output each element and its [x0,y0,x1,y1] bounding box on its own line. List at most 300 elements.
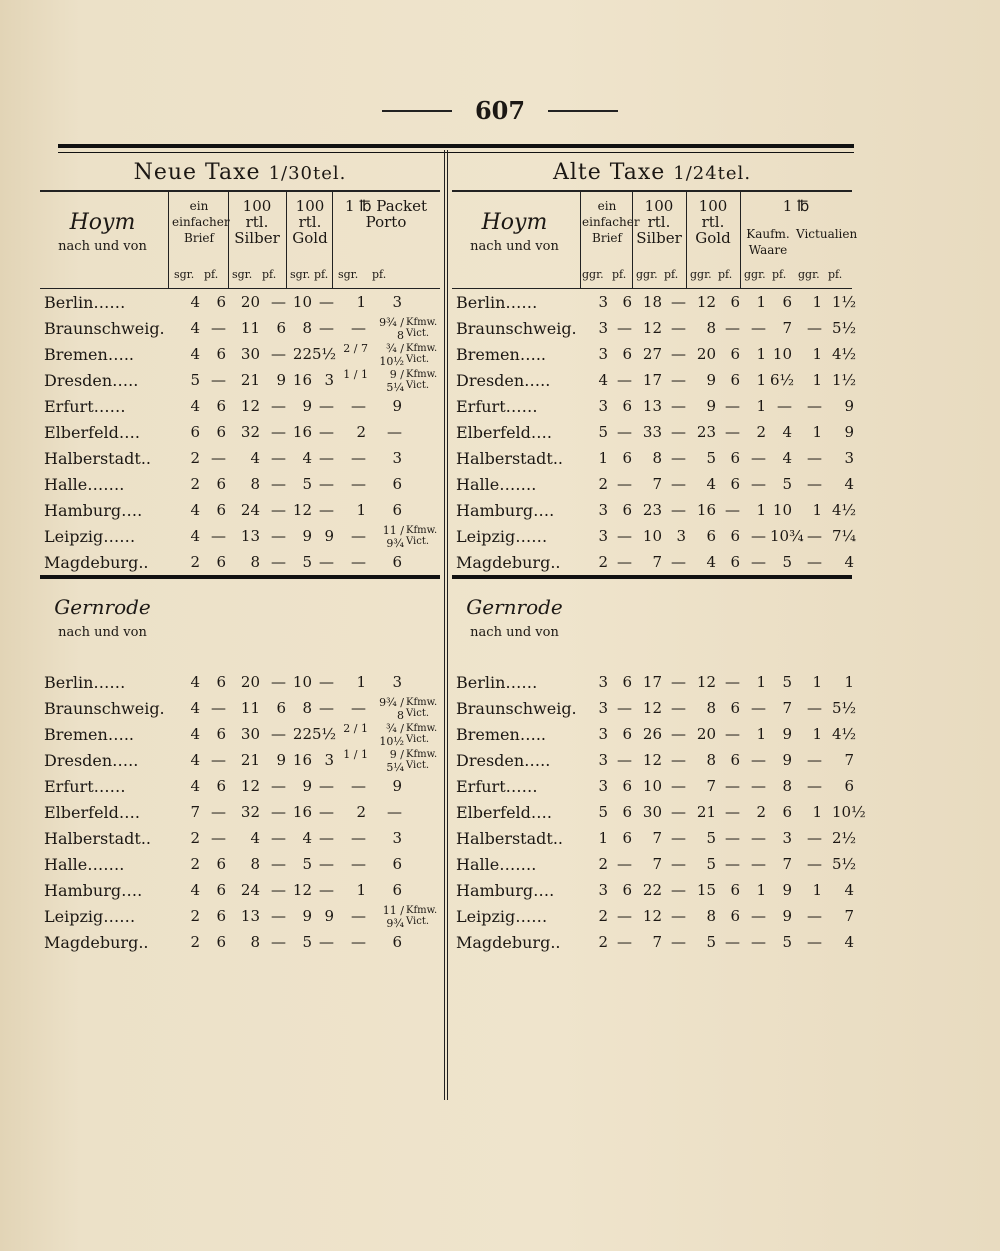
rate-cell: — [671,397,686,415]
rate-cell: 2 [190,829,200,847]
rate-cell: — [319,319,334,337]
rate-cell: 7 [652,475,662,493]
rate-cell: 12 [240,777,260,795]
rate-cell: 6 [392,553,402,571]
unit-pf: pf. [828,268,843,281]
rate-cell: 8 [302,699,312,717]
rate-cell: 6 [216,397,226,415]
rate-cell: 3 [782,829,792,847]
rate-cell: 2 [598,475,608,493]
rate-cell: — [319,293,334,311]
column-rule [228,192,229,288]
rate-cell: 1 [356,881,366,899]
rate-cell: 6 [622,345,632,363]
rate-cell: 3 [392,829,402,847]
city-name: Leipzig…… [456,527,548,546]
table-row [452,825,857,851]
rate-cell: — [351,855,366,873]
table-row [40,773,440,799]
rate-cell: 33 [642,423,662,441]
table-row [40,799,440,825]
rate-cell: 1 [812,371,822,389]
rate-cell: 6 [622,449,632,467]
rate-cell: 4 [844,475,854,493]
rate-cell: 1 [598,829,608,847]
rate-cell: 1 [812,345,822,363]
rate-cell: 2 [598,933,608,951]
rate-cell: 3 [598,881,608,899]
rate-cell: 15 [696,881,716,899]
city-name: Erfurt…… [44,777,126,796]
rate-cell: 6 [216,423,226,441]
rate-cell: — [271,553,286,571]
rate-cell: 4 [844,553,854,571]
rate-cell: 1 [812,501,822,519]
rate-cell: 3 [598,725,608,743]
rate-cell: — [671,933,686,951]
rate-cell: 4½ [832,725,857,743]
rate-cell: 1 [756,673,766,691]
rate-cell: 1 [812,423,822,441]
rate-cell: — [807,475,822,493]
rate-cell: 1 [812,803,822,821]
rate-cell: 6 [622,673,632,691]
neue-taxe-title [40,156,440,190]
alte-taxe-gernrode-rows [452,669,866,955]
rate-cell: — [807,449,822,467]
rate-cell: 1 / 1 [343,368,368,381]
rate-cell: — [751,475,766,493]
rate-cell: — [671,803,686,821]
rate-cell: 1½ [832,293,857,311]
header-silber: 100 rtl. Silber [234,197,280,247]
rate-cell: 23 [696,423,716,441]
place-heading [452,210,577,254]
rate-cell: — [351,475,366,493]
rate-cell: 6 [392,881,402,899]
neue-taxe-title-text: Neue Taxe [133,160,261,185]
place-nach: nach und von [470,239,559,254]
rate-cell: 4 [302,829,312,847]
rate-cell: 8 [652,449,662,467]
header-kaufm: Kaufm. Waare [746,227,790,257]
rate-cell: 1 [598,449,608,467]
rate-cell: 1 [756,371,766,389]
rate-cell: 30 [240,725,260,743]
column-rule [580,192,581,288]
rate-cell: 4 [190,699,200,717]
rate-cell: 13 [240,527,260,545]
rate-cell: 24 [240,501,260,519]
rate-cell: 3 [598,345,608,363]
rate-cell: 20 [240,673,260,691]
alte-taxe-header [452,190,858,289]
table-row [40,549,440,575]
table-row [40,419,440,445]
rate-note: Kfmw. Vict. [406,343,438,365]
rate-cell: — [319,475,334,493]
rate-cell: — [617,553,632,571]
header-gold: 100 rtl. Gold [292,197,328,247]
place-heading [40,595,165,640]
table-row [452,367,857,393]
rate-cell: 27 [642,345,662,363]
rate-cell: 9 [276,371,286,389]
city-name: Berlin…… [456,673,538,692]
rate-cell: — [351,527,366,545]
rate-cell: — [807,751,822,769]
rate-cell: 9 [706,397,716,415]
rate-cell: — [725,319,740,337]
table-row [40,315,440,341]
rate-cell: 12 [292,501,312,519]
rate-cell: 9 [324,907,334,925]
rate-cell: — [671,371,686,389]
rate-cell: — [351,699,366,717]
city-name: Hamburg…. [44,881,143,900]
city-name: Halberstadt.. [44,829,151,848]
rate-cell: 9 [324,527,334,545]
rate-cell: 4 [190,501,200,519]
city-name: Erfurt…… [456,397,538,416]
rate-cell: 26 [642,725,662,743]
rate-cell: 9 / 5¼ [386,368,404,394]
rate-cell: 10½ [832,803,866,821]
rate-cell: 22 [292,725,312,743]
neue-taxe-header [40,190,440,289]
rate-cell: — [319,699,334,717]
rate-cell: 32 [240,803,260,821]
unit-ggr: ggr. [690,268,712,281]
rate-cell: 9 [782,751,792,769]
rate-cell: 1 [812,725,822,743]
rate-cell: — [211,371,226,389]
place-heading [452,595,577,640]
rate-cell: 6 [216,501,226,519]
rate-cell: 4 [190,345,200,363]
rate-cell: 2 [190,907,200,925]
city-name: Braunschweig. [456,319,577,338]
table-row [452,877,852,903]
header-pound: 1 ℔ [782,197,810,215]
unit-pf: pf. [372,268,387,281]
rate-cell: — [271,293,286,311]
rate-cell: 21 [240,371,260,389]
city-name: Braunschweig. [44,319,165,338]
rate-cell: 1 [356,673,366,691]
rate-cell: — [751,855,766,873]
rate-cell: — [671,319,686,337]
table-row [40,523,440,549]
rate-cell: 1 [844,673,854,691]
rate-cell: 6 [216,881,226,899]
rate-cell: 20 [696,725,716,743]
city-name: Hamburg…. [44,501,143,520]
rate-cell: 7 [652,855,662,873]
rate-cell: 3 [598,319,608,337]
table-row [40,341,440,367]
rate-cell: — [807,777,822,795]
rate-cell: 5½ [312,345,337,363]
table-row [40,747,440,773]
city-name: Elberfeld…. [44,803,140,822]
rate-cell: 6 [216,933,226,951]
rate-cell: 13 [642,397,662,415]
rate-cell: — [351,449,366,467]
table-row [452,497,857,523]
rate-cell: 7 [190,803,200,821]
rate-cell: — [211,829,226,847]
rate-cell: 20 [240,293,260,311]
rate-cell: 7 [652,829,662,847]
rate-cell: 1 [812,673,822,691]
rate-cell: 2 [756,803,766,821]
rate-cell: 6 [622,501,632,519]
rate-cell: 3 [598,501,608,519]
rate-note: Kfmw. Vict. [406,723,438,745]
rate-cell: — [211,699,226,717]
rate-cell: — [351,933,366,951]
place-heading [40,210,165,254]
rate-cell: — [617,371,632,389]
rate-cell: 5 [706,829,716,847]
rate-cell: — [319,397,334,415]
rate-cell: 6 [730,449,740,467]
rate-cell: — [271,449,286,467]
rate-cell: 4 [190,293,200,311]
rate-cell: 4 [190,777,200,795]
rate-cell: — [271,881,286,899]
table-row [452,393,852,419]
table-row [40,471,440,497]
rate-cell: 2 [356,803,366,821]
rate-cell: 30 [642,803,662,821]
rate-cell: 5 [190,371,200,389]
city-name: Bremen….. [44,345,134,364]
rate-cell: 1 [756,725,766,743]
rate-cell: 4 [706,475,716,493]
rate-cell: 8 [250,855,260,873]
neue-taxe-title-sub: 1/30tel. [268,163,347,184]
rate-cell: 7 [652,933,662,951]
place-name: Gernrode [54,595,151,619]
page-number-rule-right [548,110,618,112]
rate-cell: 6 [730,881,740,899]
rate-cell: 9¾ / 8 [379,696,404,722]
rate-cell: — [671,829,686,847]
city-name: Erfurt…… [456,777,538,796]
rate-cell: 3 [598,777,608,795]
city-name: Bremen….. [44,725,134,744]
city-name: Leipzig…… [44,527,136,546]
rate-cell: 16 [292,371,312,389]
column-rule [740,192,741,288]
rate-cell: — [271,777,286,795]
rate-cell: 12 [642,699,662,717]
rate-cell: 1 [756,345,766,363]
rate-cell: — [725,803,740,821]
place-name: Hoym [481,210,548,235]
rate-cell: 5 [302,855,312,873]
rate-cell: — [807,397,822,415]
header-vict: Victualien [796,227,858,241]
top-rule-thin [58,152,854,153]
unit-pf: pf. [664,268,679,281]
rate-cell: — [211,449,226,467]
unit-ggr: ggr. [798,268,820,281]
rate-cell: 7 [652,553,662,571]
city-name: Magdeburg.. [44,933,149,952]
rate-cell: — [751,777,766,795]
table-row [452,419,852,445]
rate-cell: 4 [190,319,200,337]
city-name: Halle……. [44,855,125,874]
rate-cell: 6 [730,527,740,545]
table-row [40,669,440,695]
city-name: Dresden….. [456,751,551,770]
table-row [452,669,852,695]
rate-cell: 6 [216,475,226,493]
rate-cell: 9 [392,397,402,415]
rate-cell: 5½ [832,319,857,337]
rate-cell: 12 [642,319,662,337]
unit-sgr: sgr. [338,268,359,281]
place-nach: nach und von [470,625,559,640]
city-name: Halle……. [456,475,537,494]
rate-cell: 4 [302,449,312,467]
rate-cell: ¾ / 10½ [379,722,404,748]
header-brief: ein einfacher Brief [172,199,230,245]
rate-cell: 12 [642,751,662,769]
rate-cell: 4½ [832,345,857,363]
rate-cell: — [319,881,334,899]
rate-cell: 3 [598,293,608,311]
rate-cell: 6 [730,293,740,311]
rate-cell: 2 [190,449,200,467]
rate-cell: 11 [240,699,260,717]
city-name: Berlin…… [44,293,126,312]
rate-note: Kfmw. Vict. [406,525,438,547]
rate-note: Kfmw. Vict. [406,697,438,719]
rate-cell: 21 [240,751,260,769]
rate-cell: 3 [676,527,686,545]
rate-cell: — [671,699,686,717]
rate-cell: 6 [216,907,226,925]
rate-cell: — [725,673,740,691]
rate-cell: — [807,699,822,717]
rate-cell: 5 [782,475,792,493]
rate-cell: — [725,501,740,519]
rate-cell: 5 [782,933,792,951]
rate-cell: 5 [706,933,716,951]
rate-cell: — [725,933,740,951]
rate-cell: 6 [216,293,226,311]
place-name: Gernrode [466,595,563,619]
rate-cell: — [751,319,766,337]
rate-cell: 9 [844,397,854,415]
rate-cell: 7 [782,699,792,717]
rate-cell: 5 [706,449,716,467]
rate-cell: 6 [706,527,716,545]
rate-cell: 3 [598,673,608,691]
city-name: Elberfeld…. [456,803,552,822]
table-row [452,695,857,721]
city-name: Halberstadt.. [456,829,563,848]
place-name: Hoym [69,210,136,235]
table-row [452,799,866,825]
city-name: Bremen….. [456,345,546,364]
rate-cell: — [271,933,286,951]
city-name: Magdeburg.. [44,553,149,572]
rate-cell: — [271,423,286,441]
rate-cell: 9 [782,907,792,925]
rate-cell: 2 [598,907,608,925]
rate-cell: 3 [324,371,334,389]
rate-cell: 1 [756,397,766,415]
unit-sgr: sgr. [174,268,195,281]
rate-cell: 6 [730,475,740,493]
city-name: Hamburg…. [456,501,555,520]
rate-cell: 7 [706,777,716,795]
rate-cell: — [617,527,632,545]
rate-cell: 18 [642,293,662,311]
rate-cell: 6 [276,699,286,717]
unit-pf: pf. [314,268,329,281]
rate-cell: — [319,673,334,691]
table-row [452,851,857,877]
rate-cell: 2 [190,855,200,873]
rate-cell: — [351,777,366,795]
rate-cell: 6 [730,345,740,363]
rate-cell: 5½ [832,855,857,873]
rate-cell: 12 [642,907,662,925]
rate-cell: — [751,527,766,545]
rate-cell: — [351,397,366,415]
table-row [452,747,852,773]
table-row [40,877,440,903]
rate-cell: 1 [356,501,366,519]
rate-cell: 5 [598,423,608,441]
rate-cell: 6 [392,501,402,519]
rate-cell: 6 [730,907,740,925]
column-rule [168,192,169,288]
table-row [40,903,440,929]
city-name: Leipzig…… [456,907,548,926]
rate-cell: 13 [240,907,260,925]
rate-cell: 1 [356,293,366,311]
rate-cell: 7¼ [832,527,857,545]
rate-cell: 8 [706,751,716,769]
city-name: Dresden….. [44,371,139,390]
rate-cell: — [271,475,286,493]
rate-cell: — [777,397,792,415]
rate-cell: 6 [190,423,200,441]
rate-cell: — [271,527,286,545]
rate-cell: 6 [622,803,632,821]
rate-cell: — [807,907,822,925]
place-nach: nach und von [58,625,147,640]
rate-cell: — [319,855,334,873]
rate-cell: — [725,397,740,415]
rate-cell: 3 [392,673,402,691]
rate-cell: — [387,803,402,821]
rate-cell: 8 [250,933,260,951]
rate-cell: 4 [190,751,200,769]
rate-cell: — [807,829,822,847]
table-row [40,367,440,393]
rate-cell: — [807,933,822,951]
table-row [452,523,857,549]
